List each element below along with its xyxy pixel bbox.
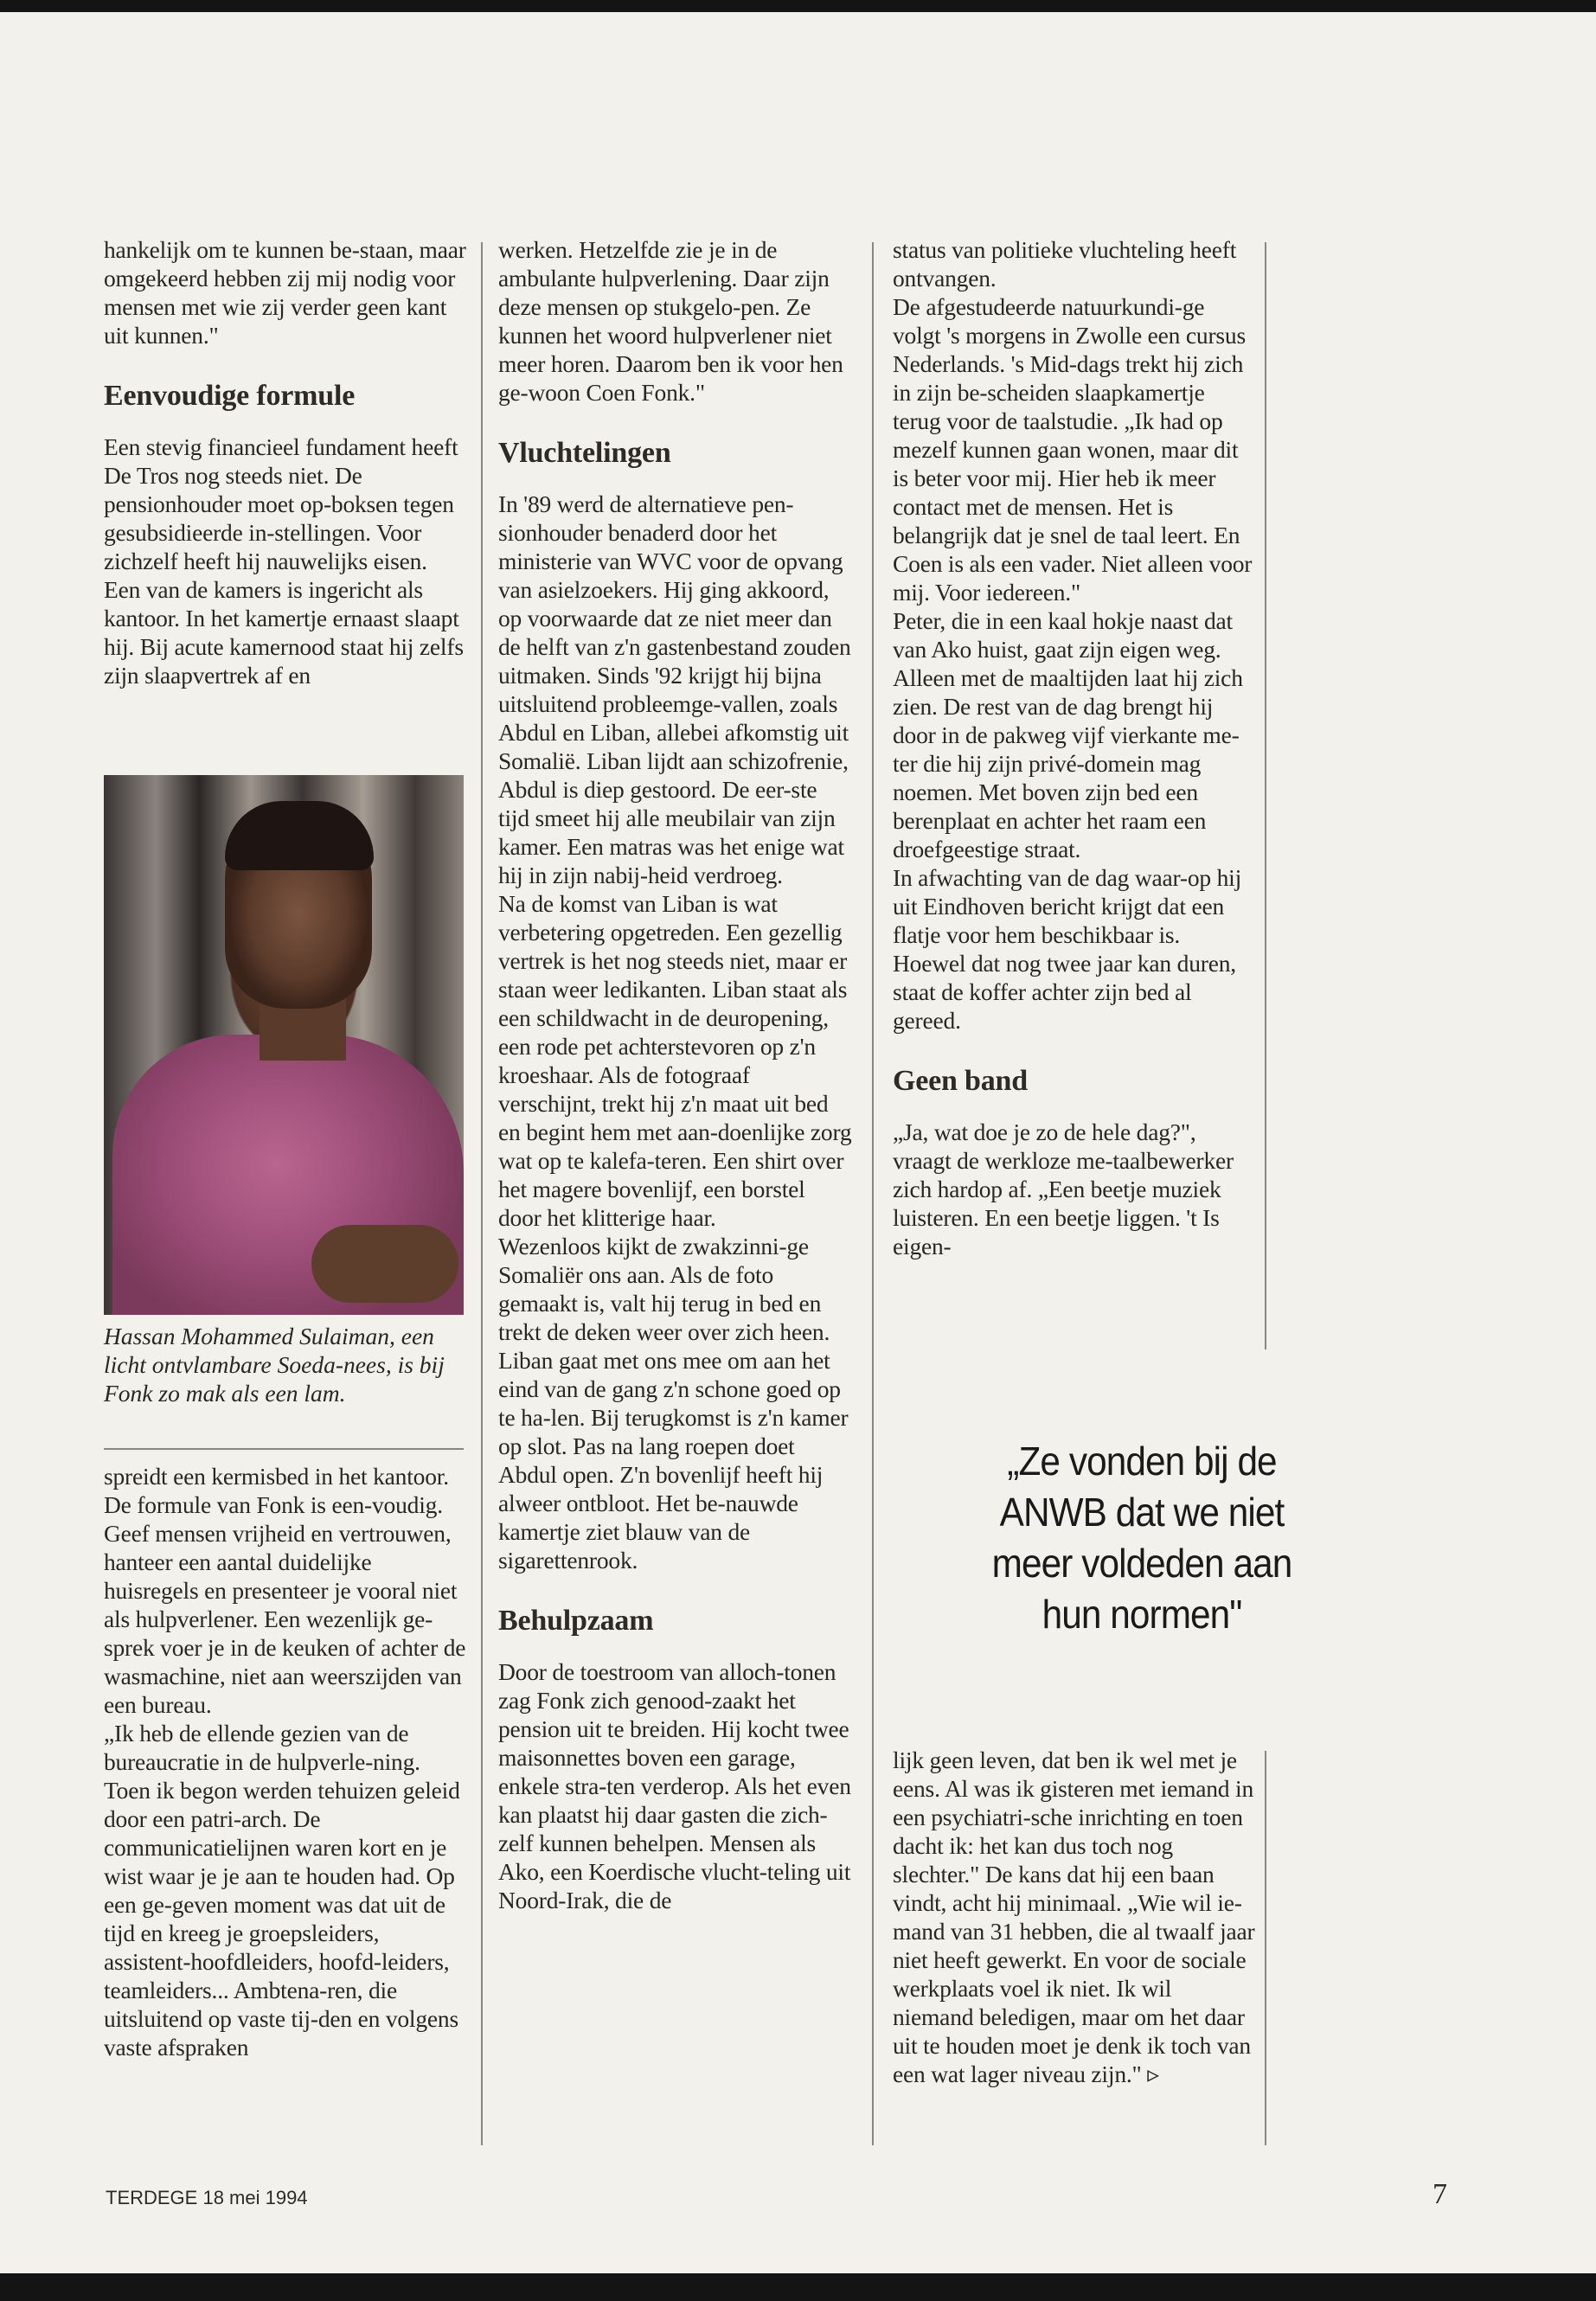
column-1-lower <box>104 1462 467 2061</box>
heading-geen-band: Geen band <box>893 1065 1028 1097</box>
pull-quote: „Ze vonden bij de ANWB dat we niet meer voldeden aan hun normen" <box>991 1439 1292 1637</box>
col1-paragraph-3: spreidt een kermisbed in het kantoor. <box>104 1463 449 1490</box>
col3-paragraph-6: lijk geen leven, dat ben ik wel met je eens. Al was ik gisteren met iemand in een psychiatri-sche inrichting en toen dacht ik: het kan dus toch nog slechter." De kans dat hij een baan vindt, acht hij minimaal. „Wie wil ie-mand van 31 hebben, die al twaalf jaar niet heeft gewerkt. En voor de sociale werkplaats voel ik niet. Ik wil niemand beledigen, maar om het daar uit te houden moet je denk ik toch van een wat lager niveau zijn." ▹ <box>893 1747 1255 2087</box>
col2-paragraph-3: Na de komst van Liban is wat verbetering opgetreden. Een gezellig vertrek is het nog steeds niet, maar er staan weer ledikanten. Liban staat als een schildwacht in de deuropening, een rode pet achterstevoren op z'n kroeshaar. Als de fotograaf verschijnt, trekt hij z'n maat uit bed en begint hem met aan-doenlijke zorg wat op te kalefa-teren. Een shirt over het magere bovenlijf, een borstel door het klitterige haar. <box>498 890 852 1231</box>
heading-behulpzaam: Behulpzaam <box>498 1605 654 1637</box>
column-3-lower <box>893 1746 1256 2088</box>
column-divider-3-upper <box>1265 242 1266 1349</box>
col2-paragraph-5: Door de toestroom van alloch-tonen zag Fonk zich genood-zaakt het pension uit te breiden. Hij kocht twee maisonnettes boven een garage, enkele stra-ten verderop. Als het even kan plaatst hij daar gasten die zich-zelf kunnen behelpen. Mensen als Ako, een Koerdische vlucht-teling uit Noord-Irak, die de <box>498 1658 851 1913</box>
col2-paragraph-2: In '89 werd de alternatieve pen-sionhouder benaderd door het ministerie van WVC voor de opvang van asielzoekers. Hij ging akkoord, op voorwaarde dat ze niet meer dan de helft van z'n gastenbestand zouden uitmaken. Sinds '92 krijgt hij bijna uitsluitend probleemge-vallen, zoals Abdul en Liban, allebei afkomstig uit Somalië. Liban lijdt aan schizofrenie, Abdul is diep gestoord. De eer-ste tijd smeet hij alle meubilair van zijn kamer. Een matras was het enige wat hij in zijn nabij-heid verdroeg. <box>498 490 851 888</box>
column-divider-1 <box>481 242 483 2145</box>
col1-paragraph-2: Een stevig financieel fundament heeft De Tros nog steeds niet. De pensionhouder moet op-boksen tegen gesubsidieerde in-stellingen. Voor zichzelf heeft hij nauwelijks eisen. Een van de kamers is ingericht als kantoor. In het kamertje ernaast slaapt hij. Bij acute kamernood staat hij zelfs zijn slaapvertrek af en <box>104 433 464 689</box>
col3-paragraph-3: Peter, die in een kaal hokje naast dat van Ako huist, gaat zijn eigen weg. Alleen met de maaltijden laat hij zich zien. De rest van de dag brengt hij door in de pakweg vijf vierkante me-ter die hij zijn privé-domein mag noemen. Met boven zijn bed een berenplaat en achter het raam een droefgeestige straat. <box>893 607 1243 862</box>
heading-vluchtelingen: Vluchtelingen <box>498 437 671 469</box>
column-3 <box>893 235 1256 1260</box>
photo-hair <box>225 801 374 870</box>
portrait-photo <box>104 775 464 1315</box>
col1-paragraph-4: De formule van Fonk is een-voudig. Geef mensen vrijheid en vertrouwen, hanteer een aantal duidelijke huisregels en presenteer je vooral niet als hulpverlener. Een wezenlijk ge-sprek voer je in de keuken of achter de wasmachine, niet aan weerszijden van een bureau. <box>104 1491 466 1718</box>
column-2 <box>498 235 853 1914</box>
col2-paragraph-1: werken. Hetzelfde zie je in de ambulante hulpverlening. Daar zijn deze mensen op stukgelo-pen. Ze kunnen het woord hulpverlener niet meer horen. Daarom ben ik voor hen ge-woon Coen Fonk." <box>498 236 843 406</box>
bottom-border <box>0 2273 1596 2301</box>
page-number: 7 <box>1433 2178 1447 2210</box>
column-1 <box>104 235 467 689</box>
column-divider-3-lower <box>1265 1751 1266 2145</box>
col3-paragraph-2: De afgestudeerde natuurkundi-ge volgt 's morgens in Zwolle een cursus Nederlands. 's Mid-dags trekt hij zich in zijn be-scheiden slaapkamertje terug voor de taalstudie. „Ik had op mezelf kunnen gaan wonen, maar dit is beter voor mij. Hier heb ik meer contact met de mensen. Het is belangrijk dat je snel de taal leert. En Coen is als een vader. Niet alleen voor mij. Voor iedereen." <box>893 293 1253 606</box>
col2-paragraph-4: Wezenloos kijkt de zwakzinni-ge Somaliër ons aan. Als de foto gemaakt is, valt hij terug in bed en trekt de deken weer over zich heen. Liban gaat met ons mee om aan het eind van de gang z'n schone goed op te ha-len. Bij terugkomst is z'n kamer op slot. Pas na lang roepen doet Abdul open. Z'n bovenlijf heeft hij alweer ontbloot. Het be-nauwde kamertje ziet blauw van de sigarettenrook. <box>498 1233 849 1574</box>
top-border <box>0 0 1596 12</box>
photo-hand <box>311 1225 458 1303</box>
col3-paragraph-1: status van politieke vluchteling heeft ontvangen. <box>893 236 1237 292</box>
heading-eenvoudige-formule: Eenvoudige formule <box>104 380 356 412</box>
caption-divider <box>104 1448 464 1450</box>
col3-paragraph-4: In afwachting van de dag waar-op hij uit Eindhoven bericht krijgt dat een flatje voor hem beschikbaar is. Hoewel dat nog twee jaar kan duren, staat de koffer achter zijn bed al gereed. <box>893 864 1242 1034</box>
col3-paragraph-5: „Ja, wat doe je zo de hele dag?", vraagt de werkloze me-taalbewerker zich hardop af. „Een beetje muziek luisteren. En een beetje liggen. 't Is eigen- <box>893 1118 1234 1259</box>
photo-caption: Hassan Mohammed Sulaiman, een licht ontvlambare Soeda-nees, is bij Fonk zo mak als een lam. <box>104 1323 445 1407</box>
col1-paragraph-5: „Ik heb de ellende gezien van de bureaucratie in de hulpverle-ning. Toen ik begon werden tehuizen geleid door een patri-arch. De communicatielijnen waren kort en je wist waar je je aan te houden had. Op een ge-geven moment was dat uit de tijd en kreeg je groepsleiders, assistent-hoofdleiders, hoofd-leiders, teamleiders... Ambtena-ren, die uitsluitend op vaste tij-den en volgens vaste afspraken <box>104 1720 460 2061</box>
col1-paragraph-1: hankelijk om te kunnen be-staan, maar omgekeerd hebben zij mij nodig voor mensen met wie zij verder geen kant uit kunnen." <box>104 236 466 349</box>
column-divider-2 <box>872 242 874 2145</box>
magazine-footer: TERDEGE 18 mei 1994 <box>106 2187 308 2208</box>
